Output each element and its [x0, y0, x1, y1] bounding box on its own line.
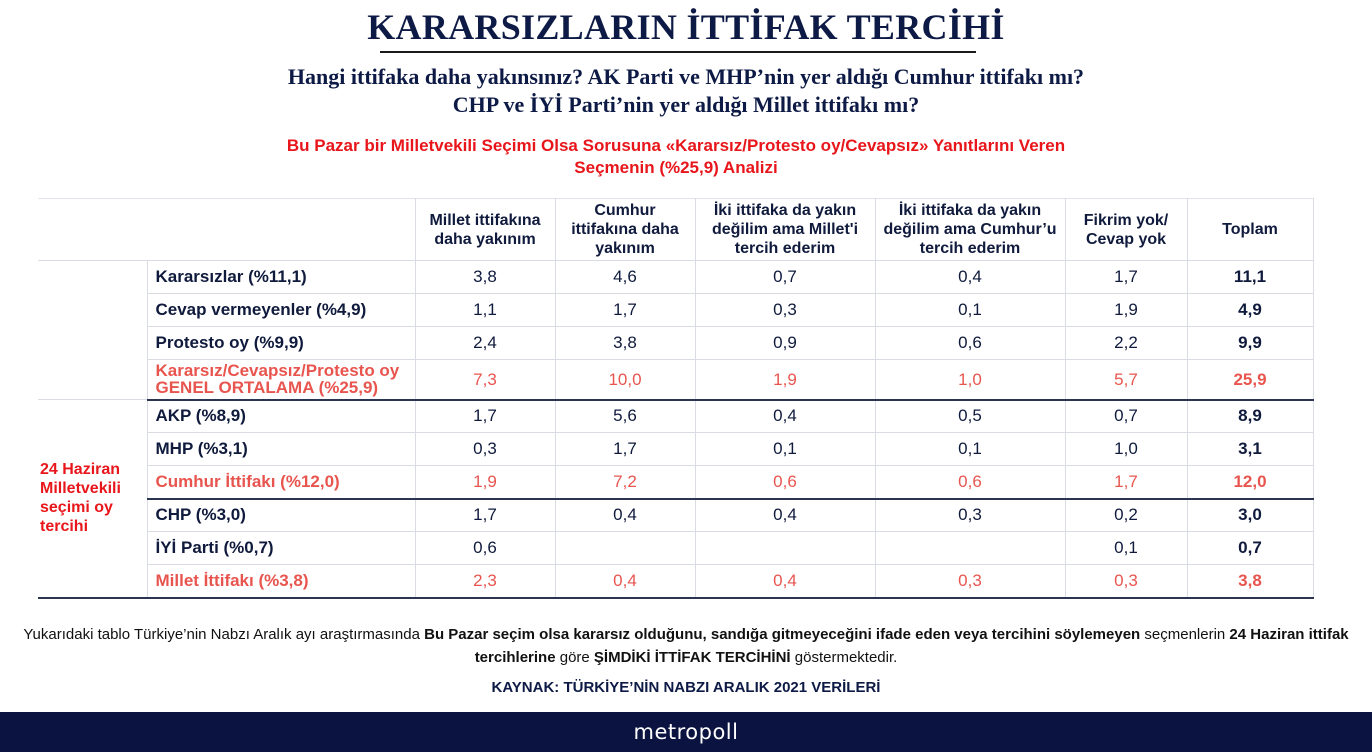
explanatory-note	[0, 623, 1372, 669]
table-row	[38, 532, 1313, 565]
row-label-line-1: Kararsız/Cevapsız/Protesto oy	[155, 361, 400, 381]
cell: 0,1	[695, 433, 875, 466]
cell: 0,4	[555, 499, 695, 532]
cell: 7,2	[555, 466, 695, 499]
cell: 1,7	[415, 499, 555, 532]
table-row	[38, 499, 1313, 532]
note-text: seçmenlerin	[1140, 626, 1230, 643]
row-label: Protesto oy (%9,9)	[147, 327, 415, 360]
cell: 1,9	[1065, 294, 1187, 327]
col-header-total: Toplam	[1187, 199, 1313, 261]
note-bold: ŞİMDİKİ İTTİFAK TERCİHİNİ	[593, 649, 791, 666]
note-text: göstermektedir.	[790, 649, 898, 666]
cell: 0,3	[695, 294, 875, 327]
cell: 1,7	[555, 294, 695, 327]
cell: 1,1	[415, 294, 555, 327]
total-cell: 4,9	[1187, 294, 1313, 327]
cell: 1,7	[415, 400, 555, 433]
subtitle-line-1: Hangi ittifaka daha yakınsınız? AK Parti ve MHP’nin yer aldığı Cumhur ittifakı mı?	[287, 64, 1085, 89]
cell: 1,9	[415, 466, 555, 499]
row-label-line-2: GENEL ORTALAMA (%25,9)	[155, 378, 379, 398]
cell: 0,3	[415, 433, 555, 466]
header-blank	[38, 199, 415, 261]
col-header-neither-millet: İki ittifaka da yakın değilim ama Millet'i tercih ederim	[695, 199, 875, 261]
cell: 0,7	[1065, 400, 1187, 433]
row-label: Kararsızlar (%11,1)	[147, 261, 415, 294]
page-title: KARARSIZLARIN İTTİFAK TERCİHİ	[367, 7, 1005, 47]
note-text: Yukarıdaki tablo Türkiye’nin Nabzı Aralık ayı araştırmasında	[23, 626, 425, 643]
cell: 0,5	[875, 400, 1065, 433]
cell: 1,7	[1065, 466, 1187, 499]
cell: 1,0	[1065, 433, 1187, 466]
cell: 3,8	[415, 261, 555, 294]
cell: 0,6	[695, 466, 875, 499]
table-row	[38, 294, 1313, 327]
row-label: AKP (%8,9)	[147, 400, 415, 433]
cell: 7,3	[415, 360, 555, 400]
cell: 0,4	[695, 400, 875, 433]
cell: 1,7	[555, 433, 695, 466]
table-row-millet-alliance	[38, 565, 1313, 598]
cell: 0,6	[875, 327, 1065, 360]
total-cell: 3,0	[1187, 499, 1313, 532]
cell: 1,0	[875, 360, 1065, 400]
cell: 0,4	[555, 565, 695, 598]
question-subtitle	[0, 63, 1372, 119]
cell: 1,9	[695, 360, 875, 400]
row-label: İYİ Parti (%0,7)	[147, 532, 415, 565]
cell: 0,1	[875, 433, 1065, 466]
cell: 0,1	[1065, 532, 1187, 565]
cell	[875, 532, 1065, 565]
group-label: 24 Haziran Milletvekili seçimi oy tercihi	[38, 400, 147, 598]
note-text: göre	[555, 649, 594, 666]
cell: 0,3	[875, 565, 1065, 598]
cell: 0,6	[875, 466, 1065, 499]
cell: 10,0	[555, 360, 695, 400]
row-label: Millet İttifakı (%3,8)	[147, 565, 415, 598]
cell: 0,7	[695, 261, 875, 294]
total-cell: 3,8	[1187, 565, 1313, 598]
col-header-neither-cumhur: İki ittifaka da yakın değilim ama Cumhur’u tercih ederim	[875, 199, 1065, 261]
cell: 5,6	[555, 400, 695, 433]
col-header-no-opinion: Fikrim yok/ Cevap yok	[1065, 199, 1187, 261]
cell: 2,4	[415, 327, 555, 360]
cell	[555, 532, 695, 565]
cell	[695, 532, 875, 565]
row-label	[147, 360, 415, 400]
table-row-cumhur-alliance	[38, 466, 1313, 499]
total-cell: 0,7	[1187, 532, 1313, 565]
cell: 0,4	[875, 261, 1065, 294]
total-cell: 9,9	[1187, 327, 1313, 360]
col-header-cumhur: Cumhur ittifakına daha yakınım	[555, 199, 695, 261]
total-cell: 25,9	[1187, 360, 1313, 400]
total-cell: 3,1	[1187, 433, 1313, 466]
cell: 0,4	[695, 499, 875, 532]
row-label: CHP (%3,0)	[147, 499, 415, 532]
results-table	[38, 198, 1314, 599]
cell: 2,3	[415, 565, 555, 598]
table-row	[38, 433, 1313, 466]
total-cell: 8,9	[1187, 400, 1313, 433]
cell: 0,3	[1065, 565, 1187, 598]
cell: 4,6	[555, 261, 695, 294]
subtitle-line-2: CHP ve İYİ Parti’nin yer aldığı Millet ittifakı mı?	[452, 92, 920, 117]
cell: 3,8	[555, 327, 695, 360]
cell: 0,4	[695, 565, 875, 598]
total-cell: 11,1	[1187, 261, 1313, 294]
analysis-heading	[0, 135, 1352, 179]
table-row	[38, 261, 1313, 294]
source-line: KAYNAK: TÜRKİYE’NİN NABZI ARALIK 2021 VERİLERİ	[491, 679, 881, 696]
header-row	[38, 199, 1313, 261]
cell: 0,9	[695, 327, 875, 360]
table-row	[38, 327, 1313, 360]
cell: 0,2	[1065, 499, 1187, 532]
total-cell: 12,0	[1187, 466, 1313, 499]
row-label: MHP (%3,1)	[147, 433, 415, 466]
table-row	[38, 400, 1313, 433]
footer-bar	[0, 712, 1372, 752]
cell: 2,2	[1065, 327, 1187, 360]
col-header-millet: Millet ittifakına daha yakınım	[415, 199, 555, 261]
note-bold: 24 Haziran ittifak tercihlerine	[474, 626, 1349, 666]
note-bold: Bu Pazar seçim olsa kararsız olduğunu, sandığa gitmeyeceğini ifade eden veya tercihini söylemeyen	[424, 626, 1141, 643]
cell: 1,7	[1065, 261, 1187, 294]
row-label: Cevap vermeyenler (%4,9)	[147, 294, 415, 327]
cell: 5,7	[1065, 360, 1187, 400]
row-label: Cumhur İttifakı (%12,0)	[147, 466, 415, 499]
cell: 0,1	[875, 294, 1065, 327]
analysis-heading-line-2: Seçmenin (%25,9) Analizi	[574, 158, 778, 177]
cell: 0,3	[875, 499, 1065, 532]
brand-logo: metropoll	[633, 720, 739, 744]
group-blank	[38, 261, 147, 400]
analysis-heading-line-1: Bu Pazar bir Milletvekili Seçimi Olsa Sorusuna «Kararsız/Protesto oy/Cevapsız» Yanıtlarını Veren	[286, 136, 1066, 155]
title-underline	[380, 51, 976, 53]
cell: 0,6	[415, 532, 555, 565]
table-row-average	[38, 360, 1313, 400]
